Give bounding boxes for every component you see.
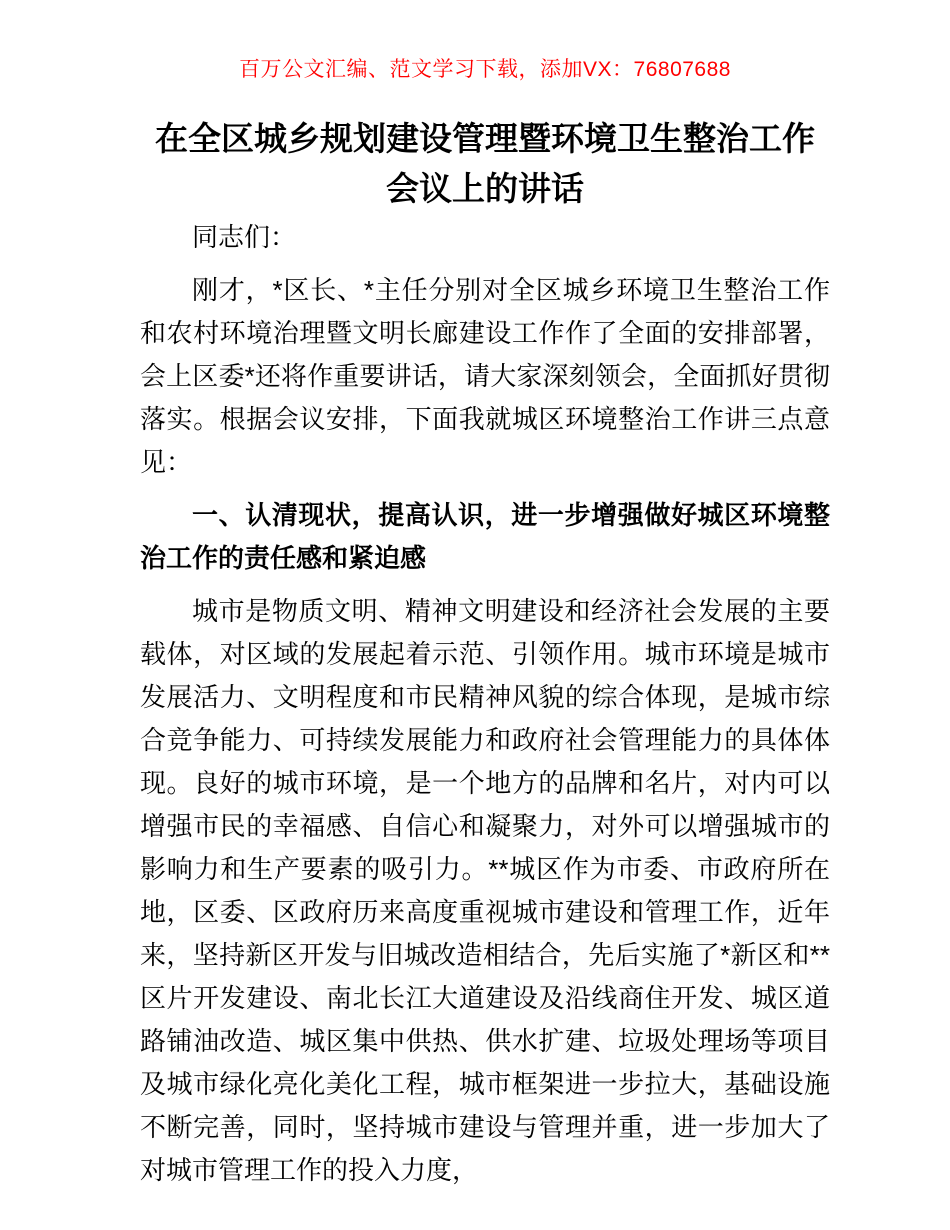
paragraph-intro: 刚才，*区长、*主任分别对全区城乡环境卫生整治工作和农村环境治理暨文明长廊建设工作作了全面的安排部署，会上区委*还将作重要讲话，请大家深刻领会，全面抓好贯彻落实。根据会议安排，下面我就城区环境整治工作讲三点意见： [140, 275, 830, 477]
document-title [140, 114, 830, 214]
paragraph-section-1-body: 城市是物质文明、精神文明建设和经济社会发展的主要载体，对区域的发展起着示范、引领作用。城市环境是城市发展活力、文明程度和市民精神风貌的综合体现，是城市综合竞争能力、可持续发展能力和政府社会管理能力的具体体现。良好的城市环境，是一个地方的品牌和名片，对内可以增强市民的幸福感、自信心和凝聚力，对外可以增强城市的影响力和生产要素的吸引力。**城区作为市委、市政府所在地，区委、区政府历来高度重视城市建设和管理工作，近年来，坚持新区开发与旧城改造相结合，先后实施了*新区和**区片开发建设、南北长江大道建设及沿线商住开发、城区道路铺油改造、城区集中供热、供水扩建、垃圾处理场等项目及城市绿化亮化美化工程，城市框架进一步拉大，基础设施不断完善，同时，坚持城市建设与管理并重，进一步加大了对城市管理工作的投入力度， [140, 596, 830, 1185]
document-body [140, 216, 830, 1192]
promo-banner: 百万公文汇编、范文学习下载，添加VX：76807688 [239, 58, 731, 81]
salutation: 同志们： [192, 222, 297, 252]
section-heading-1: 一、认清现状，提高认识，进一步增强做好城区环境整治工作的责任感和紧迫感 [140, 500, 830, 573]
title-line-1: 在全区城乡规划建设管理暨环境卫生整治工作 [155, 120, 815, 157]
title-line-2: 会议上的讲话 [386, 170, 584, 207]
